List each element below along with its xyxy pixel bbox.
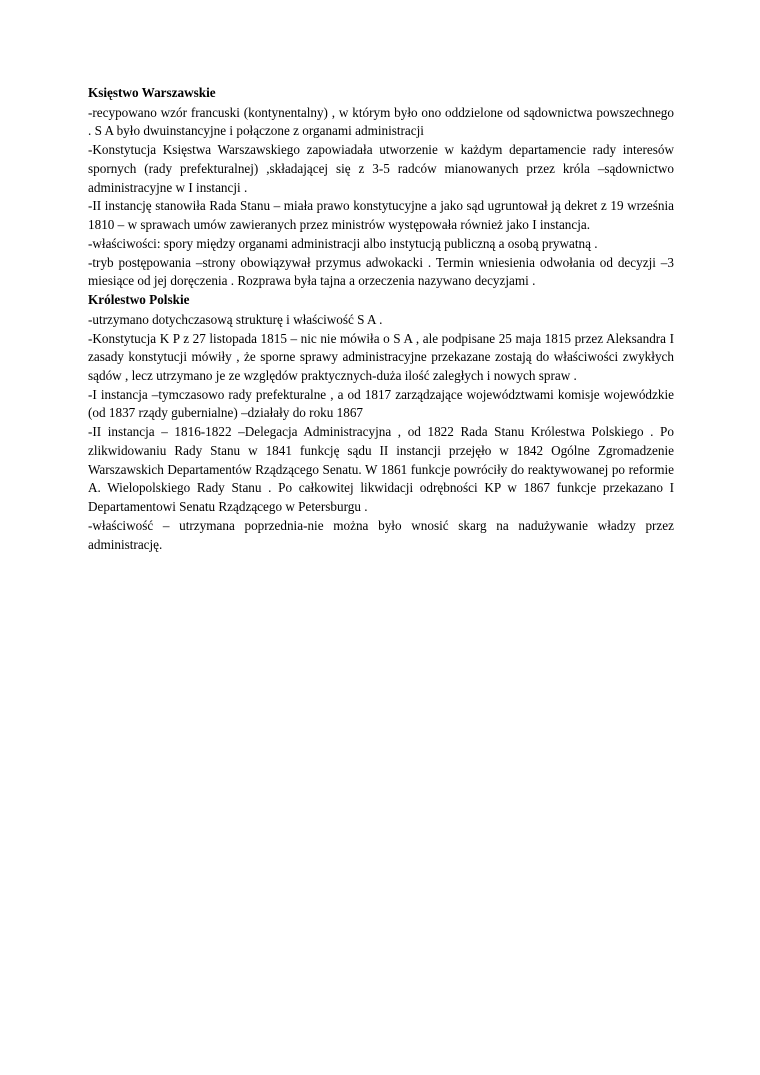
paragraph: -tryb postępowania –strony obowiązywał przymus adwokacki . Termin wniesienia odwołania od decyzji –3 miesiące od jej doręczenia . Rozprawa była tajna a orzeczenia nazywano decyzjami . xyxy=(88,254,674,289)
paragraph: -Konstytucja Księstwa Warszawskiego zapowiadała utworzenie w każdym departamencie rady interesów spornych (rady prefekturalnej) ,składającej się z 3-5 radców mianowanych przez króla –sądownictwo administracyjne w I instancji . xyxy=(88,142,674,195)
section-heading-ksiestwo-warszawskie: Księstwo Warszawskie xyxy=(88,85,216,100)
paragraph: -utrzymano dotychczasową strukturę i właściwość S A . xyxy=(88,311,383,327)
paragraph: -Konstytucja K P z 27 listopada 1815 – nic nie mówiła o S A , ale podpisane 25 maja 1815 przez Aleksandra I zasady konstytucji mówiły , że sporne sprawy administracyjne przekazane zostają do właściwości zwykłych sądów , lecz utrzymano je ze względów praktycznych-duża ilość zaległych i nowych spraw . xyxy=(88,330,674,384)
paragraph: -właściwość – utrzymana poprzednia-nie można było wnosić skarg na nadużywanie władzy przez administrację. xyxy=(88,517,674,552)
paragraph: -II instancja – 1816-1822 –Delegacja Administracyjna , od 1822 Rada Stanu Królestwa Polskiego . Po zlikwidowaniu Rady Stanu w 1841 funkcję sądu II instancji przejęło w 1842 Ogólne Zgromadzenie Warszawskich Departamentów Rządzącego Senatu. W 1861 funkcje powróciły do reaktywowanej po reformie A. Wielopolskiego Rady Stanu . Po całkowitej likwidacji odrębności KP w 1867 funkcje przekazano I Departamentowi Senatu Rządzącego w Petersburgu . xyxy=(88,424,674,515)
document-body xyxy=(88,84,674,554)
section-heading-krolestwo-polskie: Królestwo Polskie xyxy=(88,292,190,308)
paragraph: -I instancja –tymczasowo rady prefekturalne , a od 1817 zarządzające województwami komisje wojewódzkie (od 1837 rządy gubernialne) –działały do roku 1867 xyxy=(88,386,674,421)
paragraph: -właściwości: spory między organami administracji albo instytucją publiczną a osobą prywatną . xyxy=(88,235,598,251)
paragraph: -recypowano wzór francuski (kontynentalny) , w którym było ono oddzielone od sądownictwa powszechnego . S A było dwuinstancyjne i połączone z organami administracji xyxy=(88,104,674,139)
paragraph: -II instancję stanowiła Rada Stanu – miała prawo konstytucyjne a jako sąd ugruntował ją dekret z 19 września 1810 – w sprawach umów zawieranych przez ministrów występowała również jako I instancja. xyxy=(88,198,674,233)
